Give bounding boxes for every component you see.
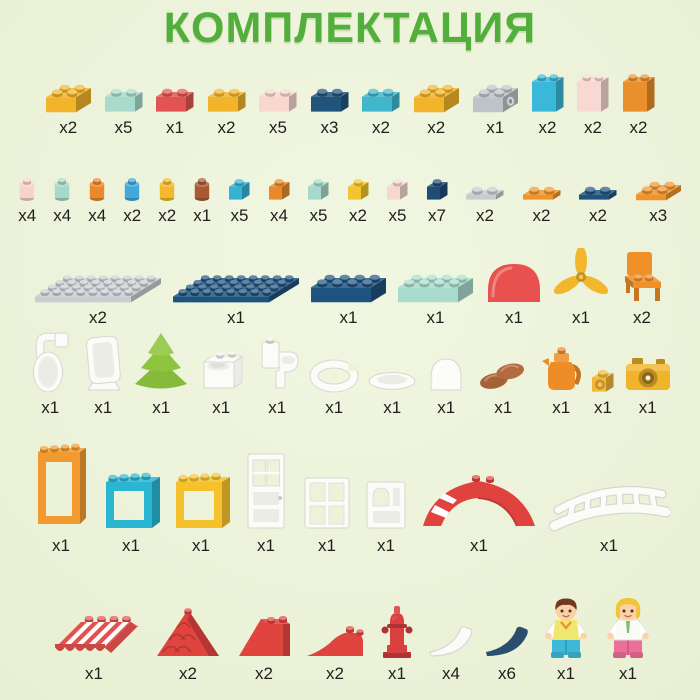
part-count: x2 bbox=[349, 206, 367, 225]
part-count: x2 bbox=[59, 118, 78, 137]
pink-tall-brick-icon bbox=[575, 69, 611, 114]
yellow-round-1x1-icon bbox=[157, 175, 177, 202]
part-navy-1x1-brick bbox=[425, 174, 450, 224]
part-cyan-tall-brick bbox=[530, 69, 566, 136]
part-tree bbox=[132, 330, 190, 416]
pink-1x1-brick-icon bbox=[385, 174, 410, 202]
part-yellow-1x2-brick bbox=[206, 84, 248, 136]
part-count: x1 bbox=[494, 398, 513, 417]
navy-small-slope-icon bbox=[483, 618, 531, 660]
part-count: x2 bbox=[326, 664, 344, 683]
part-fire-hydrant bbox=[375, 600, 419, 682]
red-arch-brick-icon bbox=[483, 252, 545, 304]
cyan-tall-brick-icon bbox=[530, 69, 566, 114]
part-count: x6 bbox=[498, 664, 516, 683]
boy-figure-icon bbox=[539, 594, 593, 660]
part-count: x1 bbox=[193, 206, 212, 225]
part-brown-round-1x1 bbox=[192, 175, 212, 224]
part-jug bbox=[538, 340, 584, 416]
gray-2x2-knob-brick-icon bbox=[471, 80, 520, 114]
part-count: x1 bbox=[325, 398, 344, 417]
part-count: x4 bbox=[88, 206, 107, 225]
part-orange-2x2-plate bbox=[634, 177, 683, 224]
part-white-gate bbox=[362, 476, 410, 554]
toilet-icon bbox=[252, 336, 302, 394]
part-yellow-2x2-brick bbox=[44, 80, 93, 136]
yellow-1x1-brick-icon bbox=[346, 174, 371, 202]
red-slope-icon bbox=[233, 604, 295, 660]
part-orange-1x1-brick bbox=[267, 174, 292, 224]
part-red-curved-roof bbox=[418, 468, 540, 554]
part-count: x1 bbox=[486, 118, 505, 137]
part-red-striped-awning bbox=[45, 602, 143, 682]
part-orange-door-frame bbox=[30, 438, 92, 554]
mint-1x2-brick-icon bbox=[103, 84, 145, 114]
part-count: x1 bbox=[192, 536, 210, 555]
part-count: x1 bbox=[594, 398, 612, 417]
white-gate-icon bbox=[362, 476, 410, 532]
part-mirror bbox=[80, 332, 126, 416]
part-navy-1x2-plate bbox=[577, 182, 619, 224]
part-count: x5 bbox=[388, 206, 407, 225]
part-count: x5 bbox=[309, 206, 328, 225]
orange-tall-brick-icon bbox=[621, 69, 657, 114]
part-count: x1 bbox=[122, 536, 140, 555]
row-2 bbox=[0, 152, 700, 224]
part-count: x3 bbox=[649, 206, 668, 225]
part-count: x1 bbox=[85, 664, 103, 683]
orange-round-1x1-icon bbox=[87, 175, 107, 202]
cyan-1x1-brick-icon bbox=[227, 174, 252, 202]
part-count: x2 bbox=[538, 118, 557, 137]
part-white-small-slope bbox=[427, 618, 475, 682]
part-mint-1x2-brick bbox=[103, 84, 145, 136]
part-orange-round-1x1 bbox=[87, 175, 107, 224]
part-count: x4 bbox=[442, 664, 460, 683]
part-count: x2 bbox=[255, 664, 273, 683]
navy-4x8-baseplate-icon bbox=[171, 270, 301, 304]
part-count: x1 bbox=[388, 664, 406, 683]
mirror-icon bbox=[80, 332, 126, 394]
part-yellow-2x2-brick-2 bbox=[412, 80, 461, 136]
red-tile-roof-slope-icon bbox=[151, 602, 225, 660]
part-count: x1 bbox=[339, 308, 358, 327]
navy-1x2-brick-icon bbox=[309, 84, 351, 114]
part-count: x1 bbox=[268, 398, 287, 417]
part-bread-loaf bbox=[424, 352, 468, 416]
red-curved-roof-icon bbox=[418, 468, 540, 532]
jug-icon bbox=[538, 340, 584, 394]
yellow-1x2-brick-icon bbox=[206, 84, 248, 114]
brown-round-1x1-icon bbox=[192, 175, 212, 202]
part-count: x1 bbox=[600, 536, 618, 555]
part-count: x4 bbox=[53, 206, 72, 225]
part-count: x2 bbox=[217, 118, 236, 137]
pink-round-1x1-icon bbox=[17, 175, 37, 202]
part-blue-round-1x1 bbox=[122, 175, 142, 224]
part-count: x2 bbox=[89, 308, 107, 327]
part-count: x1 bbox=[227, 308, 245, 327]
part-cyan-1x2-brick bbox=[360, 84, 402, 136]
part-count: x1 bbox=[552, 398, 571, 417]
part-red-slope bbox=[233, 604, 295, 682]
part-count: x1 bbox=[318, 536, 336, 555]
part-count: x2 bbox=[532, 206, 551, 225]
part-white-window-pane bbox=[300, 470, 354, 554]
part-count: x1 bbox=[638, 398, 657, 417]
part-count: x5 bbox=[230, 206, 249, 225]
part-orange-chair bbox=[617, 248, 667, 326]
part-cyan-window-frame bbox=[100, 464, 162, 554]
bread-loaf-icon bbox=[424, 352, 468, 394]
part-yellow-round-1x1 bbox=[157, 175, 177, 224]
part-count: x1 bbox=[257, 536, 275, 555]
part-orange-1x2-plate bbox=[521, 182, 563, 224]
part-count: x1 bbox=[152, 398, 171, 417]
white-small-slope-icon bbox=[427, 618, 475, 660]
part-yellow-propeller bbox=[553, 248, 609, 326]
tree-icon bbox=[132, 330, 190, 394]
part-mint-1x1-brick bbox=[306, 174, 331, 224]
part-red-curved-slope bbox=[303, 610, 367, 682]
part-white-railing bbox=[548, 472, 670, 554]
yellow-2x2-brick-icon bbox=[44, 80, 93, 114]
part-navy-small-slope bbox=[483, 618, 531, 682]
part-cyan-1x1-brick bbox=[227, 174, 252, 224]
navy-2x4-brick-icon bbox=[309, 270, 388, 304]
part-count: x2 bbox=[589, 206, 607, 225]
bread-pair-icon bbox=[474, 358, 532, 394]
plate-dish-icon bbox=[366, 368, 418, 394]
part-gray-1x2-plate bbox=[464, 182, 506, 224]
yellow-2x2-brick-2-icon bbox=[412, 80, 461, 114]
part-count: x2 bbox=[629, 118, 648, 137]
part-count: x1 bbox=[505, 308, 523, 327]
part-count: x1 bbox=[619, 664, 637, 683]
orange-chair-icon bbox=[617, 248, 667, 304]
navy-1x1-brick-icon bbox=[425, 174, 450, 202]
part-count: x1 bbox=[377, 536, 395, 555]
red-striped-awning-icon bbox=[45, 602, 143, 660]
part-boy-figure bbox=[539, 594, 593, 682]
part-count: x1 bbox=[212, 398, 231, 417]
part-red-tile-roof-slope bbox=[151, 602, 225, 682]
part-count: x3 bbox=[320, 118, 339, 137]
row-5 bbox=[0, 420, 700, 554]
part-count: x4 bbox=[18, 206, 37, 225]
white-window-pane-icon bbox=[300, 470, 354, 532]
orange-door-frame-icon bbox=[30, 438, 92, 532]
yellow-side-stud-brick-icon bbox=[590, 365, 616, 394]
row-6 bbox=[0, 582, 700, 682]
pink-1x2-brick-icon bbox=[257, 84, 299, 114]
part-count: x2 bbox=[427, 118, 446, 137]
part-pink-tall-brick bbox=[575, 69, 611, 136]
part-count: x1 bbox=[94, 398, 113, 417]
part-camera bbox=[622, 350, 674, 416]
row-4 bbox=[0, 326, 700, 416]
yellow-propeller-icon bbox=[553, 248, 609, 304]
part-count: x2 bbox=[584, 118, 602, 137]
red-1x2-brick-icon bbox=[154, 84, 196, 114]
part-gray-2x2-knob-brick bbox=[471, 80, 520, 136]
part-navy-4x8-baseplate bbox=[171, 270, 301, 326]
part-navy-1x2-brick bbox=[309, 84, 351, 136]
part-yellow-window-frame bbox=[170, 464, 232, 554]
part-count: x2 bbox=[372, 118, 390, 137]
gray-1x2-plate-icon bbox=[464, 182, 506, 202]
part-pink-round-1x1 bbox=[17, 175, 37, 224]
part-count: x2 bbox=[633, 308, 651, 327]
part-toilet-seat bbox=[308, 356, 360, 416]
orange-1x2-plate-icon bbox=[521, 182, 563, 202]
shower-icon bbox=[26, 330, 74, 394]
navy-1x2-plate-icon bbox=[577, 182, 619, 202]
part-count: x1 bbox=[52, 536, 70, 555]
part-pink-1x1-brick bbox=[385, 174, 410, 224]
cyan-window-frame-icon bbox=[100, 464, 162, 532]
part-navy-2x4-brick bbox=[309, 270, 388, 326]
toilet-seat-icon bbox=[308, 356, 360, 394]
part-shower bbox=[26, 330, 74, 416]
part-count: x1 bbox=[470, 536, 488, 555]
part-count: x2 bbox=[476, 206, 494, 225]
part-count: x1 bbox=[426, 308, 445, 327]
white-railing-icon bbox=[548, 472, 670, 532]
part-count: x5 bbox=[114, 118, 133, 137]
part-yellow-side-stud-brick bbox=[590, 365, 616, 416]
part-red-arch-brick bbox=[483, 252, 545, 326]
part-count: x2 bbox=[179, 664, 197, 683]
fire-hydrant-icon bbox=[375, 600, 419, 660]
red-curved-slope-icon bbox=[303, 610, 367, 660]
mint-1x1-brick-icon bbox=[306, 174, 331, 202]
part-toilet bbox=[252, 336, 302, 416]
row-3 bbox=[0, 230, 700, 326]
part-count: x5 bbox=[269, 118, 287, 137]
orange-2x2-plate-icon bbox=[634, 177, 683, 202]
part-orange-tall-brick bbox=[621, 69, 657, 136]
part-red-1x2-brick bbox=[154, 84, 196, 136]
camera-icon bbox=[622, 350, 674, 394]
part-gray-4x8-baseplate bbox=[33, 270, 163, 326]
part-count: x1 bbox=[41, 398, 60, 417]
part-count: x7 bbox=[428, 206, 446, 225]
part-pink-1x2-brick bbox=[257, 84, 299, 136]
part-count: x2 bbox=[123, 206, 142, 225]
part-girl-figure bbox=[601, 594, 655, 682]
part-count: x1 bbox=[383, 398, 402, 417]
part-count: x4 bbox=[270, 206, 288, 225]
row-1 bbox=[0, 56, 700, 136]
part-count: x1 bbox=[557, 664, 575, 683]
orange-1x1-brick-icon bbox=[267, 174, 292, 202]
part-count: x1 bbox=[572, 308, 590, 327]
part-count: x1 bbox=[166, 118, 184, 137]
part-yellow-1x1-brick bbox=[346, 174, 371, 224]
cyan-1x2-brick-icon bbox=[360, 84, 402, 114]
part-mint-round-1x1 bbox=[52, 175, 72, 224]
part-sink bbox=[196, 336, 246, 416]
sink-icon bbox=[196, 336, 246, 394]
part-count: x2 bbox=[158, 206, 177, 225]
part-count: x1 bbox=[437, 398, 456, 417]
part-white-door bbox=[240, 448, 292, 554]
page-title: КОМПЛЕКТАЦИЯ bbox=[163, 4, 537, 52]
gray-4x8-baseplate-icon bbox=[33, 270, 163, 304]
yellow-window-frame-icon bbox=[170, 464, 232, 532]
blue-round-1x1-icon bbox=[122, 175, 142, 202]
mint-2x4-brick-icon bbox=[396, 270, 475, 304]
part-mint-2x4-brick bbox=[396, 270, 475, 326]
white-door-icon bbox=[240, 448, 292, 532]
girl-figure-icon bbox=[601, 594, 655, 660]
part-plate-dish bbox=[366, 368, 418, 416]
part-bread-pair bbox=[474, 358, 532, 416]
mint-round-1x1-icon bbox=[52, 175, 72, 202]
